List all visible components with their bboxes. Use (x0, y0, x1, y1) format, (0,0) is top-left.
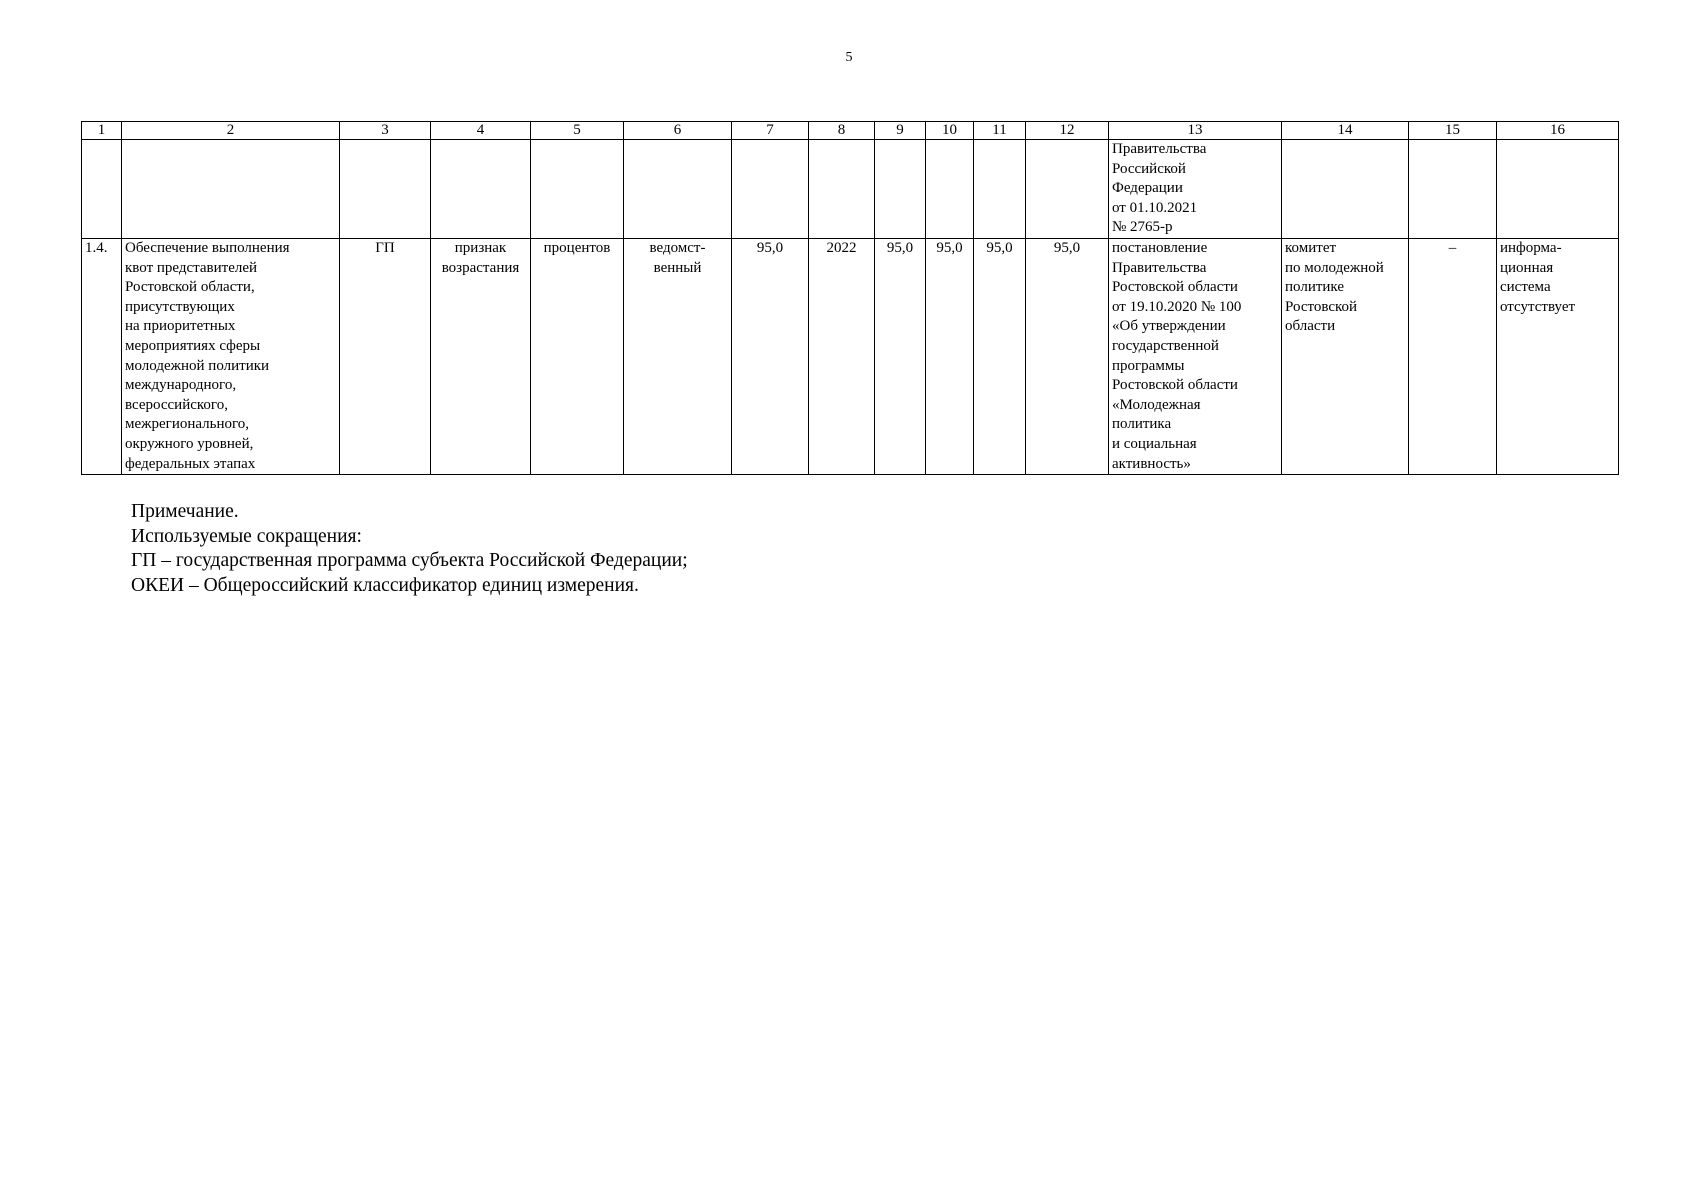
column-header: 15 (1409, 122, 1497, 140)
note-abbreviation-gp: ГП – государственная программа субъекта Российской Федерации; (131, 550, 688, 571)
column-header: 2 (122, 122, 340, 140)
table-cell (875, 140, 926, 239)
trend-cell: признак возрастания (431, 238, 531, 474)
table-cell (809, 140, 875, 239)
column-header: 10 (926, 122, 974, 140)
base-year-cell: 2022 (809, 238, 875, 474)
table-cell (340, 140, 431, 239)
column-header: 4 (431, 122, 531, 140)
table-cell (82, 140, 122, 239)
column-header: 16 (1497, 122, 1619, 140)
column-header: 7 (732, 122, 809, 140)
value-cell: 95,0 (1026, 238, 1109, 474)
column-header: 11 (974, 122, 1026, 140)
table-cell (1026, 140, 1109, 239)
note-block (131, 500, 688, 598)
table-row-1-4 (82, 238, 1619, 474)
link-cell: – (1409, 238, 1497, 474)
value-cell: 95,0 (875, 238, 926, 474)
table-cell (974, 140, 1026, 239)
table-cell (531, 140, 624, 239)
table-row-continuation (82, 140, 1619, 239)
note-abbreviation-okei: ОКЕИ – Общероссийский классификатор единиц измерения. (131, 574, 639, 596)
note-subtitle: Используемые сокращения: (131, 525, 362, 547)
unit-cell: процентов (531, 238, 624, 474)
value-cell: 95,0 (926, 238, 974, 474)
table-cell (431, 140, 531, 239)
level-cell: ГП (340, 238, 431, 474)
base-value-cell: 95,0 (732, 238, 809, 474)
table-cell (624, 140, 732, 239)
column-header: 6 (624, 122, 732, 140)
column-header: 8 (809, 122, 875, 140)
indicator-name-cell: Обеспечение выполнения квот представителей Ростовской области, присутствующих на приоритетных мероприятиях сферы молодежной политики международного, всероссийского, межрегионального, окружного уровней, федеральных этапах (122, 238, 340, 474)
value-cell: 95,0 (974, 238, 1026, 474)
responsible-cell: комитет по молодежной политике Ростовской области (1282, 238, 1409, 474)
table-cell (1409, 140, 1497, 239)
document-basis-cell: Правительства Российской Федерации от 01.10.2021 № 2765-р (1109, 140, 1282, 239)
column-header: 9 (875, 122, 926, 140)
note-title: Примечание. (131, 501, 239, 522)
table-cell (1282, 140, 1409, 239)
document-basis-cell: постановление Правительства Ростовской области от 19.10.2020 № 100 «Об утверждении государственной программы Ростовской области «Молодежная политика и социальная активность» (1109, 238, 1282, 474)
indicator-type-cell: ведомст- венный (624, 238, 732, 474)
table-cell (122, 140, 340, 239)
column-header: 5 (531, 122, 624, 140)
table-cell (1497, 140, 1619, 239)
column-header: 3 (340, 122, 431, 140)
info-system-cell: информа- ционная система отсутствует (1497, 238, 1619, 474)
table-cell (926, 140, 974, 239)
column-header: 14 (1282, 122, 1409, 140)
page-number: 5 (845, 50, 853, 65)
column-header: 13 (1109, 122, 1282, 140)
table-cell (732, 140, 809, 239)
row-number-cell: 1.4. (82, 238, 122, 474)
column-number-row (82, 122, 1619, 140)
indicators-table (81, 121, 1619, 475)
column-header: 1 (82, 122, 122, 140)
column-header: 12 (1026, 122, 1109, 140)
